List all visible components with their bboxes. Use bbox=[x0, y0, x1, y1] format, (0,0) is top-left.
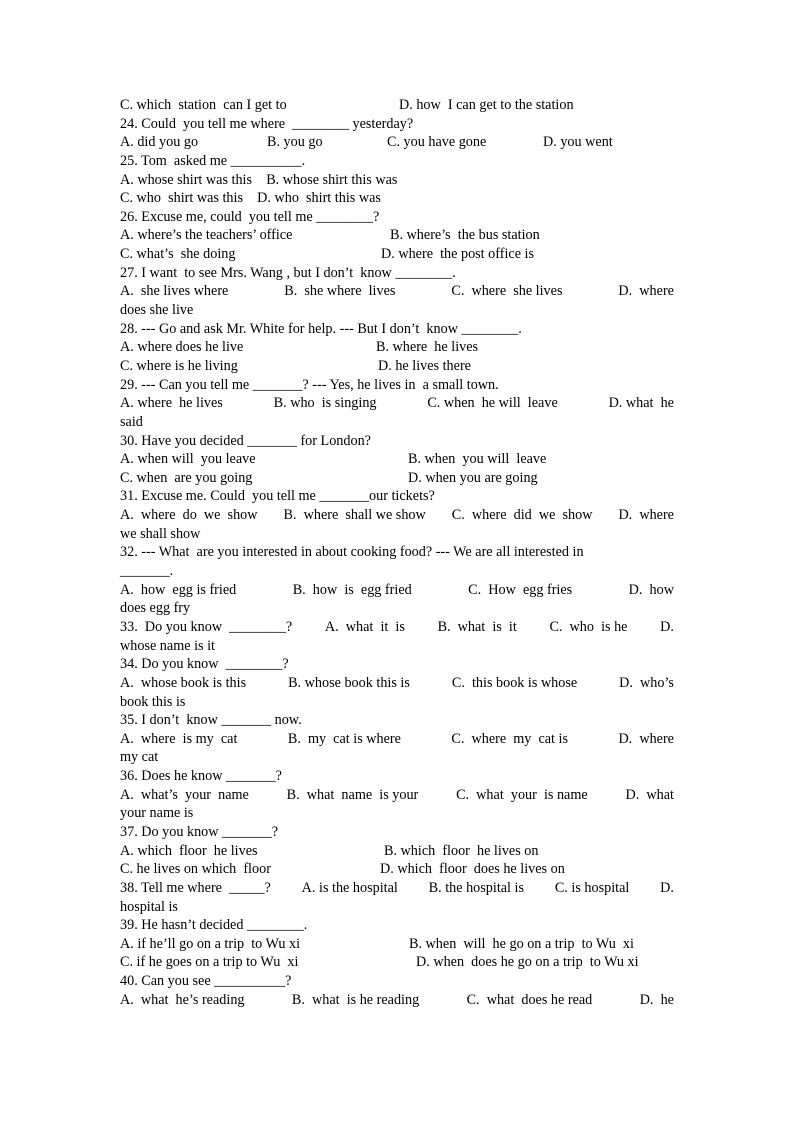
answer-option: C. where is he living bbox=[120, 357, 238, 374]
option-row bbox=[120, 674, 674, 693]
text-line: whose name is it bbox=[120, 637, 215, 654]
answer-option: C. when he will leave bbox=[427, 395, 558, 412]
option-row bbox=[120, 338, 674, 357]
option-row bbox=[120, 133, 674, 152]
answer-option: D. bbox=[660, 618, 674, 635]
question-stem: 40. Can you see __________? bbox=[120, 973, 292, 990]
answer-option: A. where he lives bbox=[120, 395, 223, 412]
answer-option: B. which floor he lives on bbox=[384, 842, 539, 859]
answer-option: D. what bbox=[625, 786, 674, 803]
answer-option: D. how I can get to the station bbox=[399, 97, 574, 113]
answer-option: C. what’s she doing bbox=[120, 246, 236, 263]
answer-option: D. who’s bbox=[619, 674, 674, 691]
option-row bbox=[120, 953, 674, 972]
text-line: _______. bbox=[120, 563, 174, 580]
question-stem: 35. I don’t know _______ now. bbox=[120, 712, 302, 729]
answer-option: D. which floor does he lives on bbox=[380, 861, 565, 878]
question-stem: 39. He hasn’t decided ________. bbox=[120, 917, 308, 934]
answer-option: A. which floor he lives bbox=[120, 842, 258, 859]
question-stem: 25. Tom asked me __________. bbox=[120, 152, 306, 169]
answer-option: A. where does he live bbox=[120, 339, 244, 356]
answer-option: D. when you are going bbox=[408, 469, 538, 486]
answer-option: C. you have gone bbox=[387, 134, 487, 151]
answer-option: B. where shall we show bbox=[283, 507, 426, 524]
option-row bbox=[120, 860, 674, 879]
answer-option: D. where the post office is bbox=[381, 246, 535, 263]
option-row bbox=[120, 506, 674, 525]
question-stem: 30. Have you decided _______ for London? bbox=[120, 432, 371, 449]
option-row bbox=[120, 786, 674, 805]
question-stem: 32. --- What are you interested in about cooking food? --- We are all interested in bbox=[120, 544, 584, 561]
answer-option: B. she where lives bbox=[284, 283, 396, 300]
text-line: A. whose shirt was this B. whose shirt this was bbox=[120, 171, 398, 188]
answer-option: B. what is he reading bbox=[291, 991, 420, 1008]
text-line: we shall show bbox=[120, 525, 201, 542]
text-line: does she live bbox=[120, 302, 194, 319]
answer-option: B. whose book this is bbox=[288, 674, 410, 691]
answer-option: C. he lives on which floor bbox=[120, 861, 271, 878]
answer-option: C. which station can I get to bbox=[120, 97, 287, 113]
answer-option: A. where do we show bbox=[120, 507, 258, 524]
text-line: hospital is bbox=[120, 898, 178, 915]
option-row bbox=[120, 935, 674, 954]
answer-option: D. he bbox=[639, 991, 674, 1008]
answer-option: C. is hospital bbox=[554, 879, 630, 896]
worksheet-page bbox=[120, 96, 674, 1009]
option-row bbox=[120, 730, 674, 749]
option-row bbox=[120, 618, 674, 637]
answer-option: B. where’s the bus station bbox=[390, 227, 540, 244]
answer-option: C. this book is whose bbox=[451, 674, 578, 691]
question-stem: 27. I want to see Mrs. Wang , but I don’t know ________. bbox=[120, 264, 456, 281]
question-stem: 34. Do you know ________? bbox=[120, 656, 289, 673]
option-row bbox=[120, 842, 674, 861]
option-row bbox=[120, 581, 674, 600]
question-stem: 24. Could you tell me where ________ yesterday? bbox=[120, 115, 414, 132]
answer-option: A. she lives where bbox=[120, 283, 229, 300]
option-row bbox=[120, 96, 674, 115]
answer-option: D. bbox=[660, 879, 674, 896]
answer-option: B. where he lives bbox=[376, 339, 479, 356]
question-stem: 36. Does he know _______? bbox=[120, 768, 282, 785]
text-line: C. who shirt was this D. who shirt this was bbox=[120, 190, 381, 207]
option-row bbox=[120, 450, 674, 469]
answer-option: A. what’s your name bbox=[120, 786, 249, 803]
answer-option: A. what it is bbox=[324, 618, 405, 635]
answer-option: B. what name is your bbox=[286, 786, 419, 803]
answer-option: D. where bbox=[618, 730, 674, 747]
option-row bbox=[120, 394, 674, 413]
answer-option: C. if he goes on a trip to Wu xi bbox=[120, 954, 299, 971]
answer-option: D. when does he go on a trip to Wu xi bbox=[416, 954, 639, 971]
answer-option: C. where did we show bbox=[451, 507, 593, 524]
question-stem: 26. Excuse me, could you tell me ________? bbox=[120, 208, 380, 225]
answer-option: B. my cat is where bbox=[287, 730, 401, 747]
answer-option: C. where my cat is bbox=[451, 730, 568, 747]
question-stem: 29. --- Can you tell me _______? --- Yes, he lives in a small town. bbox=[120, 376, 499, 393]
option-row bbox=[120, 469, 674, 488]
option-row bbox=[120, 282, 674, 301]
text-line: my cat bbox=[120, 749, 159, 766]
option-row bbox=[120, 357, 674, 376]
answer-option: D. what he bbox=[608, 395, 674, 412]
answer-option: C. what does he read bbox=[466, 991, 593, 1008]
answer-option: D. where bbox=[618, 283, 674, 300]
answer-option: B. the hospital is bbox=[428, 879, 525, 896]
answer-option: A. did you go bbox=[120, 134, 199, 151]
question-stem: 37. Do you know _______? bbox=[120, 823, 279, 840]
answer-option: A. if he’ll go on a trip to Wu xi bbox=[120, 935, 301, 952]
answer-option: B. what is it bbox=[437, 618, 517, 635]
answer-option: B. when you will leave bbox=[408, 451, 547, 468]
answer-option: A. is the hospital bbox=[301, 879, 398, 896]
question-stem: 31. Excuse me. Could you tell me _______our tickets? bbox=[120, 488, 435, 505]
answer-option: B. you go bbox=[267, 134, 323, 151]
text-line: said bbox=[120, 413, 143, 430]
text-line: your name is bbox=[120, 805, 194, 822]
answer-option: C. when are you going bbox=[120, 469, 253, 486]
option-row bbox=[120, 226, 674, 245]
option-row bbox=[120, 879, 674, 898]
answer-option: A. whose book is this bbox=[120, 674, 247, 691]
question-stem: 33. Do you know ________? bbox=[120, 618, 293, 635]
answer-option: A. how egg is fried bbox=[120, 581, 237, 598]
answer-option: C. How egg fries bbox=[468, 581, 573, 598]
answer-option: B. how is egg fried bbox=[292, 581, 412, 598]
option-row bbox=[120, 245, 674, 264]
answer-option: D. you went bbox=[543, 134, 613, 151]
answer-option: C. what your is name bbox=[456, 786, 588, 803]
text-line: does egg fry bbox=[120, 600, 191, 617]
answer-option: C. who is he bbox=[549, 618, 628, 635]
text-line: book this is bbox=[120, 693, 186, 710]
answer-option: D. how bbox=[628, 581, 674, 598]
question-stem: 28. --- Go and ask Mr. White for help. --- But I don’t know ________. bbox=[120, 320, 522, 337]
answer-option: A. where is my cat bbox=[120, 730, 238, 747]
answer-option: D. where bbox=[618, 507, 674, 524]
answer-option: B. when will he go on a trip to Wu xi bbox=[409, 935, 634, 952]
question-stem: 38. Tell me where _____? bbox=[120, 879, 271, 896]
answer-option: B. who is singing bbox=[273, 395, 377, 412]
answer-option: A. when will you leave bbox=[120, 451, 256, 468]
answer-option: C. where she lives bbox=[451, 283, 563, 300]
answer-option: A. where’s the teachers’ office bbox=[120, 227, 293, 244]
answer-option: A. what he’s reading bbox=[120, 991, 245, 1008]
option-row bbox=[120, 991, 674, 1010]
answer-option: D. he lives there bbox=[378, 357, 471, 374]
